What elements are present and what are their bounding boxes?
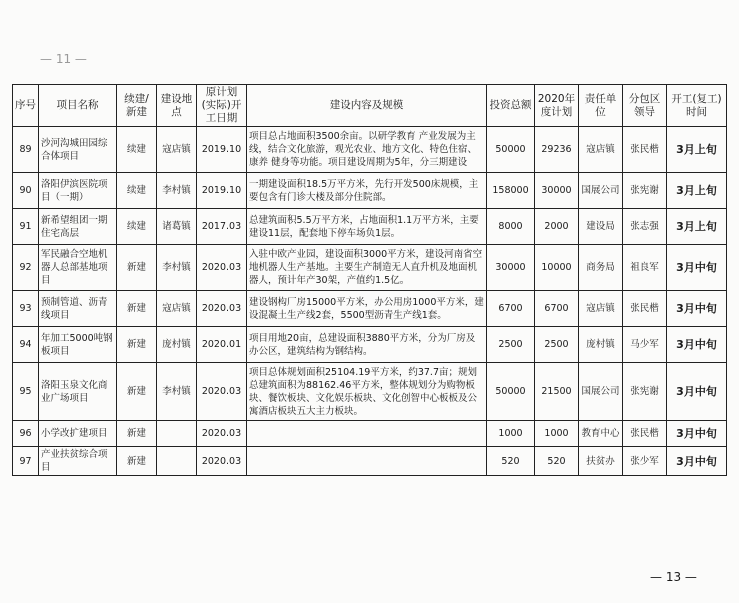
cell-no: 91 <box>13 209 39 245</box>
cell-content <box>247 421 487 447</box>
cell-name: 新希望组团一期住宅高层 <box>39 209 117 245</box>
cell-time: 3月上旬 <box>667 173 727 209</box>
cell-content: 总建筑面积5.5万平方米，占地面积1.1万平方米，主要建设11层，配套地下停车场负1层。 <box>247 209 487 245</box>
cell-content: 项目总占地面积3500余亩。以研学教育 产业发展为主线，结合文化旅游，观光农业、地方文化、特色住宿、康养 健身等功能。项目建设周期为5年，分三期建设 <box>247 127 487 173</box>
cell-time: 3月中旬 <box>667 245 727 291</box>
cell-loc <box>157 447 197 476</box>
cell-invest: 30000 <box>487 245 535 291</box>
cell-date: 2020.03 <box>197 447 247 476</box>
page-number: — 13 — <box>650 570 697 584</box>
cell-date: 2019.10 <box>197 127 247 173</box>
cell-plan: 21500 <box>535 363 579 421</box>
cell-date: 2019.10 <box>197 173 247 209</box>
header-cell: 分包区领导 <box>623 85 667 127</box>
cell-date: 2020.01 <box>197 327 247 363</box>
cell-invest: 158000 <box>487 173 535 209</box>
cell-invest: 50000 <box>487 363 535 421</box>
cell-leader: 张民楷 <box>623 127 667 173</box>
cell-type: 新建 <box>117 245 157 291</box>
cell-loc: 寇店镇 <box>157 127 197 173</box>
cell-plan: 520 <box>535 447 579 476</box>
cell-invest: 2500 <box>487 327 535 363</box>
cell-date: 2020.03 <box>197 245 247 291</box>
cell-unit: 商务局 <box>579 245 623 291</box>
cell-loc: 李村镇 <box>157 173 197 209</box>
top-page-mark: — 11 — <box>40 52 87 66</box>
cell-date: 2017.03 <box>197 209 247 245</box>
cell-leader: 张志强 <box>623 209 667 245</box>
cell-plan: 1000 <box>535 421 579 447</box>
cell-name: 洛阳伊滨医院项目（一期） <box>39 173 117 209</box>
cell-leader: 张少军 <box>623 447 667 476</box>
header-cell: 投资总额 <box>487 85 535 127</box>
cell-loc: 诸葛镇 <box>157 209 197 245</box>
cell-name: 军民融合空地机器人总部基地项目 <box>39 245 117 291</box>
cell-unit: 庞村镇 <box>579 327 623 363</box>
header-cell: 建设地点 <box>157 85 197 127</box>
cell-name: 产业扶贫综合项目 <box>39 447 117 476</box>
table-row <box>13 209 727 245</box>
cell-type: 新建 <box>117 421 157 447</box>
cell-plan: 29236 <box>535 127 579 173</box>
header-row <box>13 85 727 127</box>
cell-name: 沙河沟城田园综合体项目 <box>39 127 117 173</box>
header-cell: 序号 <box>13 85 39 127</box>
cell-type: 续建 <box>117 209 157 245</box>
cell-leader: 马少军 <box>623 327 667 363</box>
cell-content: 一期建设面积18.5万平方米，先行开发500床规模，主要包含有门诊大楼及部分住院部。 <box>247 173 487 209</box>
cell-content: 项目用地20亩，总建设面积3880平方米，分为厂房及办公区，建筑结构为钢结构。 <box>247 327 487 363</box>
cell-time: 3月上旬 <box>667 127 727 173</box>
cell-loc <box>157 421 197 447</box>
cell-time: 3月中旬 <box>667 421 727 447</box>
cell-plan: 2000 <box>535 209 579 245</box>
cell-invest: 520 <box>487 447 535 476</box>
cell-no: 97 <box>13 447 39 476</box>
cell-unit: 扶贫办 <box>579 447 623 476</box>
cell-leader: 张宪谢 <box>623 173 667 209</box>
header-cell: 责任单位 <box>579 85 623 127</box>
cell-loc: 庞村镇 <box>157 327 197 363</box>
cell-leader: 张民楷 <box>623 421 667 447</box>
cell-date: 2020.03 <box>197 291 247 327</box>
cell-plan: 30000 <box>535 173 579 209</box>
cell-invest: 1000 <box>487 421 535 447</box>
cell-unit: 寇店镇 <box>579 127 623 173</box>
cell-no: 89 <box>13 127 39 173</box>
header-cell: 开工(复工)时间 <box>667 85 727 127</box>
cell-name: 预制管道、沥青线项目 <box>39 291 117 327</box>
cell-no: 94 <box>13 327 39 363</box>
cell-plan: 6700 <box>535 291 579 327</box>
cell-content: 项目总体规划面积25104.19平方米，约37.7亩；规划总建筑面积为88162.46平方米，整体规划分为购物板块、餐饮板块、文化娱乐板块、文化创智中心板板及公寓酒店板块五大主力板块。 <box>247 363 487 421</box>
cell-no: 96 <box>13 421 39 447</box>
table-row <box>13 363 727 421</box>
cell-type: 新建 <box>117 447 157 476</box>
cell-leader: 张宪谢 <box>623 363 667 421</box>
cell-time: 3月中旬 <box>667 291 727 327</box>
cell-unit: 国展公司 <box>579 173 623 209</box>
cell-time: 3月上旬 <box>667 209 727 245</box>
cell-date: 2020.03 <box>197 363 247 421</box>
cell-no: 95 <box>13 363 39 421</box>
cell-loc: 李村镇 <box>157 363 197 421</box>
table-row <box>13 291 727 327</box>
cell-unit: 寇店镇 <box>579 291 623 327</box>
table-row <box>13 327 727 363</box>
header-cell: 续建/新建 <box>117 85 157 127</box>
cell-content: 入驻中欧产业园，建设面积3000平方米，建设河南省空地机器人生产基地。主要生产制造无人直升机及地面机器人，预计年产30架，产值约1.5亿。 <box>247 245 487 291</box>
cell-name: 洛阳玉泉文化商业广场项目 <box>39 363 117 421</box>
cell-invest: 50000 <box>487 127 535 173</box>
table-row <box>13 245 727 291</box>
cell-invest: 8000 <box>487 209 535 245</box>
cell-name: 小学改扩建项目 <box>39 421 117 447</box>
cell-invest: 6700 <box>487 291 535 327</box>
project-table <box>12 84 727 476</box>
cell-type: 新建 <box>117 363 157 421</box>
header-cell: 项目名称 <box>39 85 117 127</box>
table-row <box>13 421 727 447</box>
cell-leader: 张民楷 <box>623 291 667 327</box>
cell-no: 92 <box>13 245 39 291</box>
cell-plan: 2500 <box>535 327 579 363</box>
cell-content: 建设钢构厂房15000平方米，办公用房1000平方米，建设混凝土生产线2套，5500型沥青生产线1套。 <box>247 291 487 327</box>
header-cell: 2020年度计划 <box>535 85 579 127</box>
cell-type: 续建 <box>117 127 157 173</box>
cell-unit: 建设局 <box>579 209 623 245</box>
table-row <box>13 447 727 476</box>
cell-name: 年加工5000吨钢板项目 <box>39 327 117 363</box>
cell-content <box>247 447 487 476</box>
cell-time: 3月中旬 <box>667 327 727 363</box>
table-row <box>13 173 727 209</box>
cell-no: 93 <box>13 291 39 327</box>
cell-leader: 祖良军 <box>623 245 667 291</box>
cell-plan: 10000 <box>535 245 579 291</box>
cell-type: 新建 <box>117 291 157 327</box>
header-cell: 建设内容及规模 <box>247 85 487 127</box>
cell-time: 3月中旬 <box>667 447 727 476</box>
cell-no: 90 <box>13 173 39 209</box>
cell-loc: 寇店镇 <box>157 291 197 327</box>
cell-type: 续建 <box>117 173 157 209</box>
cell-type: 新建 <box>117 327 157 363</box>
header-cell: 原计划(实际)开工日期 <box>197 85 247 127</box>
cell-loc: 李村镇 <box>157 245 197 291</box>
table-row <box>13 127 727 173</box>
cell-time: 3月中旬 <box>667 363 727 421</box>
cell-unit: 国展公司 <box>579 363 623 421</box>
cell-date: 2020.03 <box>197 421 247 447</box>
cell-unit: 教育中心 <box>579 421 623 447</box>
